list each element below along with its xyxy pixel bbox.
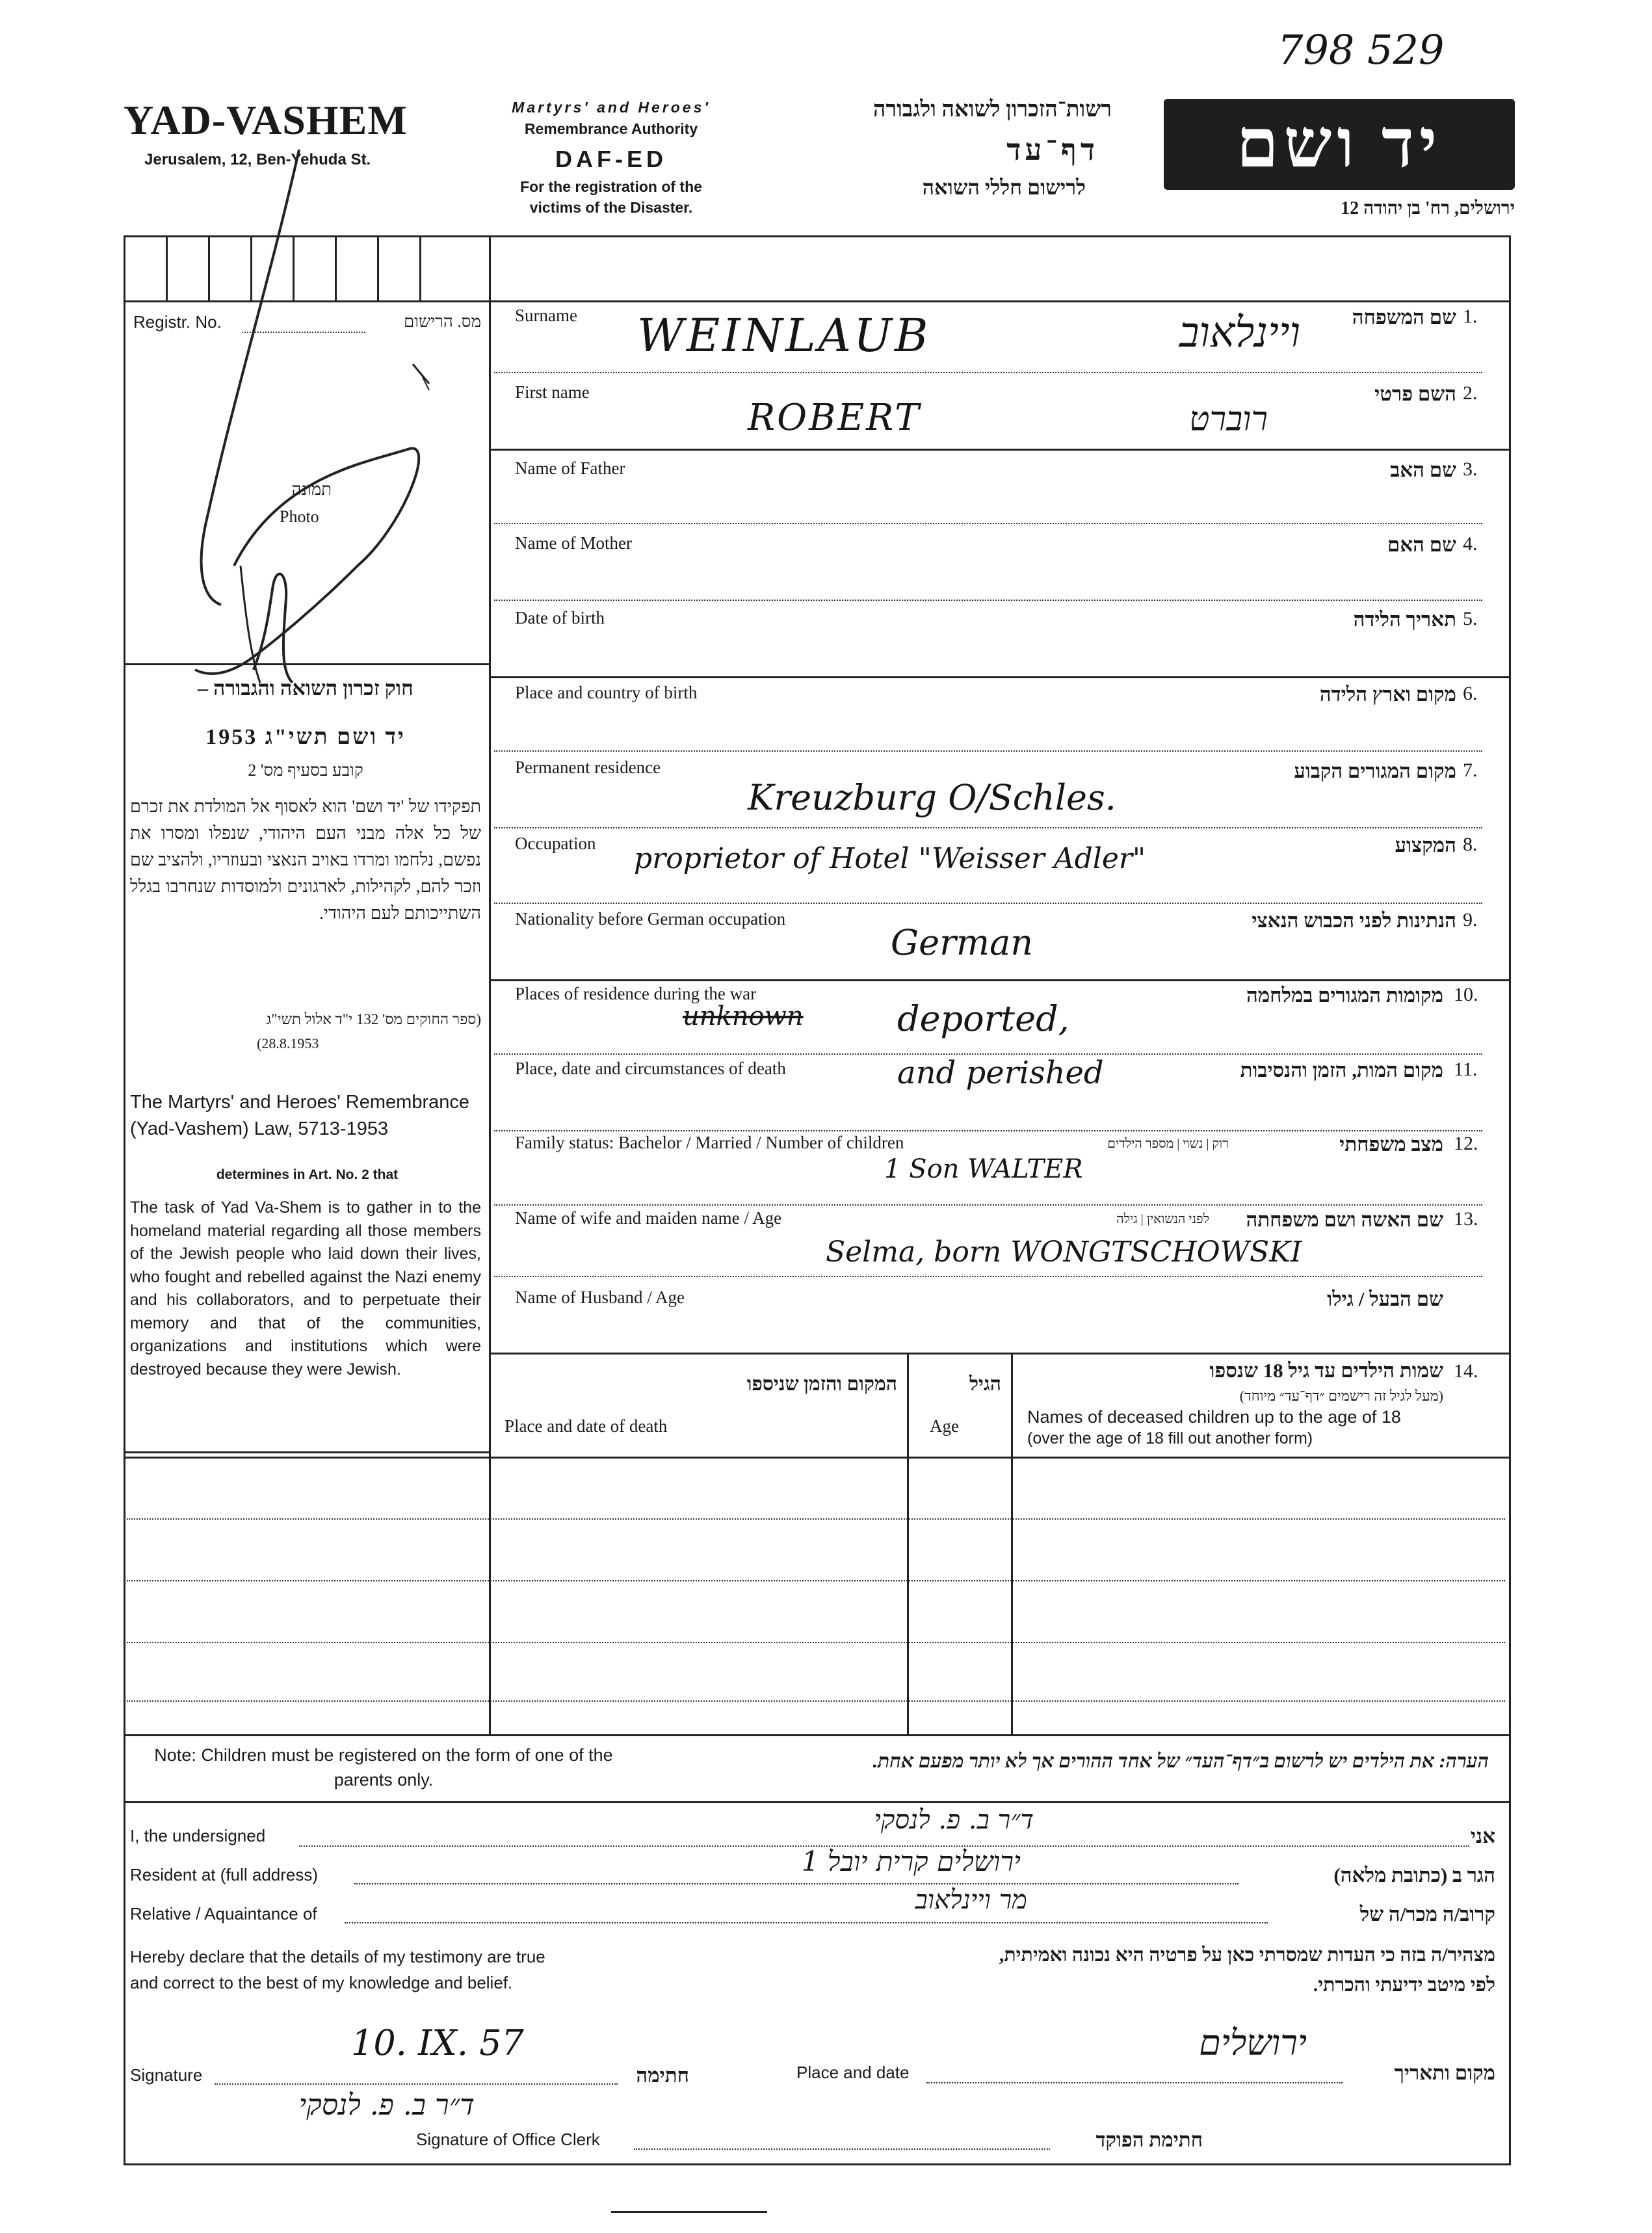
clerk-signature-label: Signature of Office Clerk — [416, 2130, 600, 2149]
registr-label: Registr. No. — [133, 312, 222, 332]
family-status-value[interactable]: 1 Son WALTER — [884, 1154, 1083, 1184]
field-num-6: 6. — [1463, 683, 1478, 704]
children-heb-note: (מעל לגיל זה רישמים ״דף־עד״ מיוחד) — [1239, 1388, 1443, 1404]
wife-value[interactable]: Selma, born WONGTSCHOWSKI — [826, 1235, 1302, 1269]
law-heb-body: תפקידו של 'יד ושם' הוא לאסוף אל המולדת את זכרם של כל אלה מבני העם היהודי, שנפלו ומסרו את נפשם, נלחמו ומרדו באויב הנאצי ובעוזריו, ולהציב שם וזכר להם, לקהילות, לארגונים ולמוסדות שנחרבו בגלל השתייכותם לעם היהודי. — [130, 797, 481, 923]
birthplace-heb-label: מקום וארץ הלידה — [1319, 683, 1456, 706]
signature-heb-label: חתימה — [636, 2064, 689, 2087]
daf-ed-title: DAF-ED — [555, 146, 667, 172]
surname-value[interactable]: WEINLAUB — [637, 309, 931, 362]
photo-label-en: Photo — [280, 507, 319, 526]
org-address-en: Jerusalem, 12, Ben-Yehuda St. — [144, 151, 371, 168]
wife-heb-sub: לפני הנשואין | גילה — [1116, 1212, 1209, 1226]
children-heb-title: שמות הילדים עד גיל 18 שנספו — [1209, 1359, 1443, 1382]
wartime-residence-value[interactable]: unknown — [683, 1001, 804, 1031]
yad-vashem-logo — [1164, 99, 1515, 190]
husband-heb-label: שם הבעל / גילו — [1327, 1288, 1443, 1310]
field-num-4: 4. — [1463, 533, 1478, 555]
resident-value[interactable]: ירושלים קרית יובל 1 — [801, 1845, 1021, 1877]
dob-heb-label: תאריך הלידה — [1353, 608, 1456, 631]
wife-label: Name of wife and maiden name / Age — [515, 1208, 782, 1228]
resident-label: Resident at (full address) — [130, 1865, 319, 1884]
photo-label-heb: תמונה — [291, 480, 332, 499]
purpose-line2: victims of the Disaster. — [529, 199, 693, 216]
place-date-heb-label: מקום ותאריך — [1394, 2061, 1495, 2084]
archive-reference: 798 529 — [1278, 26, 1445, 73]
death-label: Place, date and circumstances of death — [515, 1059, 786, 1078]
field-num-10: 10. — [1454, 984, 1478, 1005]
declare-heb-1: מצהיר/ה בזה כי העדות שמסרתי כאן על פרטיה היא נכונה ואמיתית, — [999, 1944, 1495, 1966]
family-status-heb-label: מצב משפחתי — [1339, 1133, 1443, 1156]
birthplace-label: Place and country of birth — [515, 683, 698, 702]
registr-heb: מס. הרישום — [403, 312, 481, 331]
father-heb-label: שם האב — [1390, 458, 1456, 481]
daf-ed-heb: דף־עד — [1006, 133, 1099, 166]
residence-heb-label: מקום המגורים הקבוע — [1294, 760, 1456, 782]
undersigned-heb-label: אני — [1470, 1825, 1495, 1847]
signature-date-value[interactable]: 10. IX. 57 — [351, 2022, 524, 2063]
first-name-heb-label: השם פרטי — [1374, 382, 1456, 405]
purpose-heb: לרישום חללי השואה — [922, 176, 1086, 199]
first-name-label: First name — [515, 382, 590, 402]
age-heb-label: הגיל — [969, 1373, 1001, 1395]
field-num-7: 7. — [1463, 760, 1478, 781]
mother-label: Name of Mother — [515, 533, 632, 553]
residence-label: Permanent residence — [515, 758, 661, 777]
address-heb: ירושלים, רח' בן יהודה 12 — [1341, 198, 1515, 218]
children-en-title: Names of deceased children up to the age of 18 — [1027, 1407, 1401, 1427]
age-en-label: Age — [930, 1416, 959, 1436]
law-heb-date: (28.8.1953 — [257, 1035, 319, 1051]
declare-en-1: Hereby declare that the details of my testimony are true — [130, 1947, 545, 1966]
field-num-5: 5. — [1463, 608, 1478, 629]
occupation-label: Occupation — [515, 834, 596, 853]
wife-heb-label: שם האשה ושם משפחתה — [1246, 1208, 1443, 1231]
relative-value[interactable]: מר ויינלאוב — [915, 1885, 1027, 1915]
nationality-value[interactable]: German — [891, 922, 1034, 963]
field-num-3: 3. — [1463, 458, 1478, 480]
dob-label: Date of birth — [515, 608, 605, 628]
death-value[interactable]: and perished — [897, 1055, 1104, 1091]
field-num-8: 8. — [1463, 834, 1478, 855]
first-name-value[interactable]: ROBERT — [748, 397, 921, 439]
family-status-label: Family status: Bachelor / Married / Number of children — [515, 1133, 904, 1152]
law-heb-subtitle: יד ושם תשי"ג 1953 — [205, 725, 406, 749]
bottom-mark — [611, 2211, 767, 2213]
authority-line2: Remembrance Authority — [524, 120, 698, 137]
father-label: Name of Father — [515, 458, 625, 478]
field-num-14: 14. — [1454, 1360, 1478, 1382]
family-status-heb-sub: רוק | נשוי | מספר הילדים — [1107, 1137, 1229, 1151]
field-num-12: 12. — [1454, 1133, 1478, 1154]
nationality-heb-label: הנתינות לפני הכבוש הנאצי — [1252, 909, 1456, 932]
nationality-label: Nationality before German occupation — [515, 909, 786, 929]
org-name-en: YAD-VASHEM — [124, 97, 408, 143]
authority-line1: Martyrs' and Heroes' — [512, 99, 711, 116]
surname-heb-label: שם המשפחה — [1352, 306, 1456, 328]
surname-value-heb[interactable]: ויינלאוב — [1179, 309, 1300, 357]
signature-value[interactable]: ד״ר ב. פ. לנסקי — [298, 2089, 475, 2122]
authority-heb: רשות־הזכרון לשואה ולגבורה — [872, 98, 1112, 122]
purpose-line1: For the registration of the — [520, 178, 702, 195]
law-en-title: The Martyrs' and Heroes' Remembrance (Yad-Vashem) Law, 5713-1953 — [130, 1092, 469, 1139]
law-heb-title: חוק זכרון השואה והגבורה – — [198, 676, 413, 700]
undersigned-label: I, the undersigned — [130, 1826, 266, 1845]
field-num-1: 1. — [1463, 306, 1478, 327]
death-heb-label: מקום המות, הזמן והנסיבות — [1240, 1059, 1443, 1081]
mother-heb-label: שם האם — [1387, 533, 1456, 556]
surname-label: Surname — [515, 306, 577, 325]
place-date-label: Place and date — [796, 2063, 910, 2082]
field-num-2: 2. — [1463, 382, 1478, 404]
occupation-value[interactable]: proprietor of Hotel "Weisser Adler" — [634, 842, 1146, 875]
law-en-body: The task of Yad Va-Shem is to gather in to the homeland material regarding all those members of the Jewish people who laid down their lives, who fought and rebelled against the Nazi enemy and his collaborators, and to perpetuate their memory and that of the communities, organizations and institutions which were destroyed because they were Jewish. — [130, 1198, 481, 1379]
place-en-label: Place and date of death — [505, 1416, 668, 1436]
residence-value[interactable]: Kreuzburg O/Schles. — [748, 777, 1116, 818]
wartime-residence-heb-label: מקומות המגורים במלחמה — [1246, 984, 1443, 1007]
children-en-note: (over the age of 18 fill out another form) — [1027, 1429, 1313, 1447]
wartime-residence-value-2[interactable]: deported, — [897, 998, 1069, 1039]
place-date-value[interactable]: ירושלים — [1199, 2022, 1307, 2063]
wartime-residence-label: Places of residence during the war — [515, 984, 757, 1003]
declare-en-2: and correct to the best of my knowledge and belief. — [130, 1973, 513, 1992]
photo-scribble-signature — [124, 98, 488, 683]
law-heb-clause: קובע בסעיף מס' 2 — [248, 761, 363, 780]
first-name-value-heb[interactable]: רוברט — [1189, 400, 1268, 439]
declare-heb-2: לפי מיטב ידיעתי והכרתי. — [1313, 1974, 1495, 1996]
husband-label: Name of Husband / Age — [515, 1288, 685, 1307]
field-num-13: 13. — [1454, 1208, 1478, 1230]
note-en: Note: Children must be registered on the form of one of the parents only. — [154, 1745, 613, 1790]
logo-text: יד ושם — [1236, 107, 1443, 181]
occupation-heb-label: המקצוע — [1395, 834, 1456, 856]
law-en-clause: determines in Art. No. 2 that — [216, 1167, 399, 1182]
place-heb-label: המקום והזמן שניספו — [746, 1373, 897, 1395]
signature-label: Signature — [130, 2065, 203, 2085]
undersigned-value[interactable]: ד״ר ב. פ. לנסקי — [874, 1805, 1034, 1835]
resident-heb-label: הגר ב (כתובת מלאה) — [1333, 1864, 1495, 1886]
law-heb-source: (ספר החוקים מס' 132 י"ד אלול תשי"ג — [266, 1011, 481, 1027]
relative-label: Relative / Aquaintance of — [130, 1904, 317, 1923]
relative-heb-label: קרוב/ה מכר/ה של — [1359, 1903, 1495, 1925]
field-num-11: 11. — [1454, 1059, 1478, 1080]
note-heb: הערה: את הילדים יש לרשום ב״דף־העד״ של אחד ההורים אך לא יותר מפעם אחת. — [872, 1751, 1489, 1772]
clerk-signature-heb-label: חתימת הפוקד — [1095, 2128, 1203, 2151]
field-num-9: 9. — [1463, 909, 1478, 931]
